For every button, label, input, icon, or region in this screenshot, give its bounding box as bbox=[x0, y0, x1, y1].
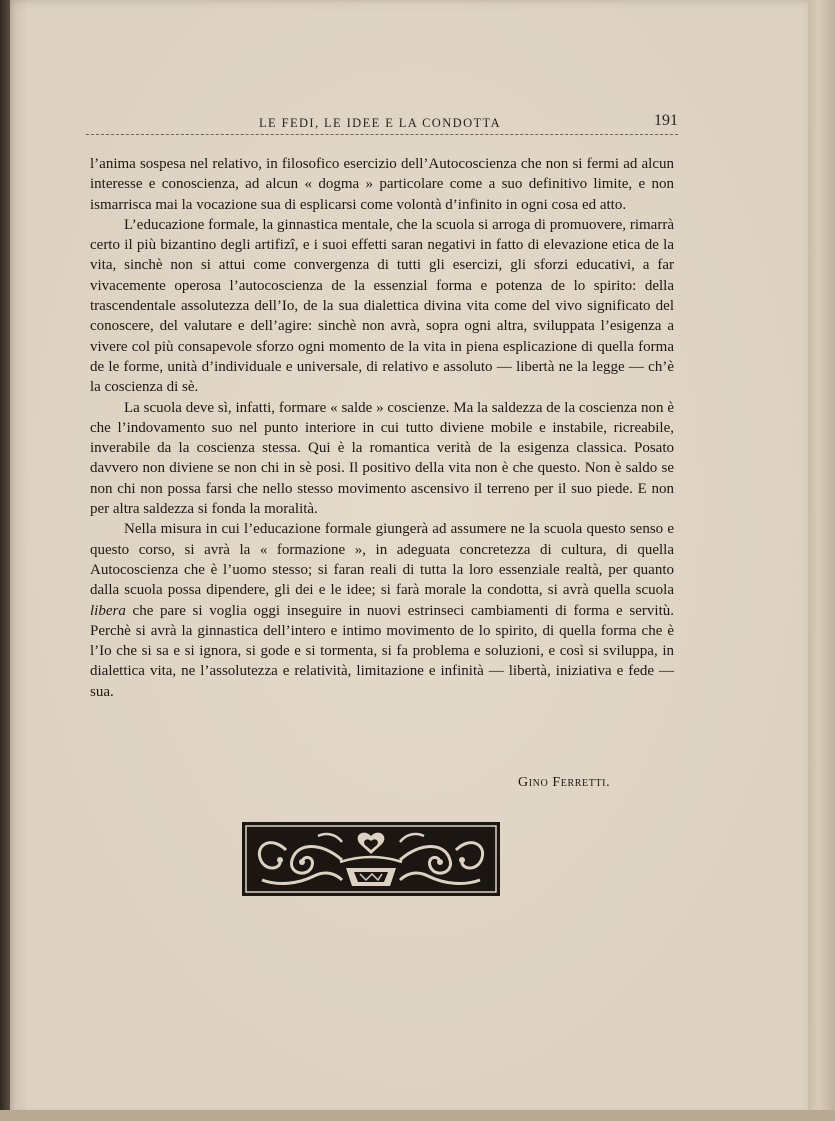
page-edge-right bbox=[808, 0, 835, 1118]
paragraph-2 bbox=[90, 215, 674, 398]
paragraph-3-text: La scuola deve sì, infatti, formare « salde » coscienze. Ma la saldezza de la coscienza non è che l’indovamento suo nel punto interiore in cui tutto diviene mobile e instabile, ricreabile, inverabile da la coscienza stessa. Qui è la romantica verità de la esigenza classica. Posato davvero non diviene se non chi in sè posi. Il positivo della vita non è che questo. Non è saldo se non chi non possa farsi che nello stesso movimento ascensivo il terreno per il suo piede. E non per altra saldezza si fonda la moralità. bbox=[90, 399, 674, 518]
page-edge-bottom bbox=[0, 1110, 835, 1121]
paragraph-1-text: l’anima sospesa nel relativo, in filosofico esercizio dell’Autocoscienza che non si fermi ad alcun interesse e conoscienza, ad alcun « dogma » particolare come a suo definitivo limite, e non ismarrisca mai la vocazione sua di esplicarsi come volontà d’infinito in ogni cosa ed atto. bbox=[90, 156, 674, 213]
book-page bbox=[10, 0, 818, 1118]
paragraph-4 bbox=[90, 519, 674, 702]
article-body bbox=[90, 154, 674, 702]
page-header bbox=[86, 111, 678, 135]
book-spine bbox=[0, 0, 10, 1121]
paragraph-1 bbox=[90, 154, 674, 215]
floral-tailpiece-ornament-icon bbox=[242, 822, 500, 896]
paragraph-2-text: L’educazione formale, la ginnastica mentale, che la scuola si arroga di promuovere, rimarrà certo il più bizantino degli artifizî, e i suoi effetti saran negativi in fatto di elevazione etica de la vita, sinchè non si attui come convergenza di tutti gli esercizi, gli sforzi educativi, a far vivacemente operosa l’autocoscienza de la essenzial forma e potenza de lo spirito: della trascendentale assolutezza dell’Io, de la sua dialettica divina vita come del vivo significato del conoscere, del valutare e dell’agire: sinchè non avrà, sopra ogni altra, sviluppata l’esigenza a vivere col più consapevole sforzo ogni momento de la vita in piena esplicazione di quella forma de le forme, unità d’individuale e universale, di relativo e assoluto — libertà ne la legge — ch’è la coscienza di sè. bbox=[90, 216, 674, 396]
author-signature: Gino Ferretti. bbox=[518, 775, 611, 790]
paragraph-4-emphasis: libera bbox=[90, 602, 126, 619]
paragraph-3 bbox=[90, 398, 674, 520]
running-head: LE FEDI, LE IDEE E LA CONDOTTA bbox=[259, 116, 502, 130]
header-rule bbox=[86, 134, 678, 135]
page-number: 191 bbox=[654, 112, 678, 129]
paragraph-4-text-after: che pare si voglia oggi inseguire in nuovi estrinseci cambiamenti di forma e servitù. Perchè si avrà la ginnastica dell’intero e intimo movimento de lo spirito, di quella forma che è l’Io che si sa e si ignora, si gode e si tormenta, si fa problema e soluzioni, e così si sviluppa, in dialettica vita, ne l’assolutezza e relatività, limitazione e infinità — libertà, iniziativa e fede — sua. bbox=[90, 602, 674, 700]
paragraph-4-text-before: Nella misura in cui l’educazione formale giungerà ad assumere ne la scuola questo senso e questo corso, si avrà la « formazione », in adeguata concretezza di cultura, di quella Autocoscienza che è l’uomo stesso; si faran reali di tutta la loro essenziale realtà, per quanto dalla scuola possa dipendere, gli dei e le idee; si farà morale la condotta, si avrà quella scuola bbox=[90, 521, 674, 599]
